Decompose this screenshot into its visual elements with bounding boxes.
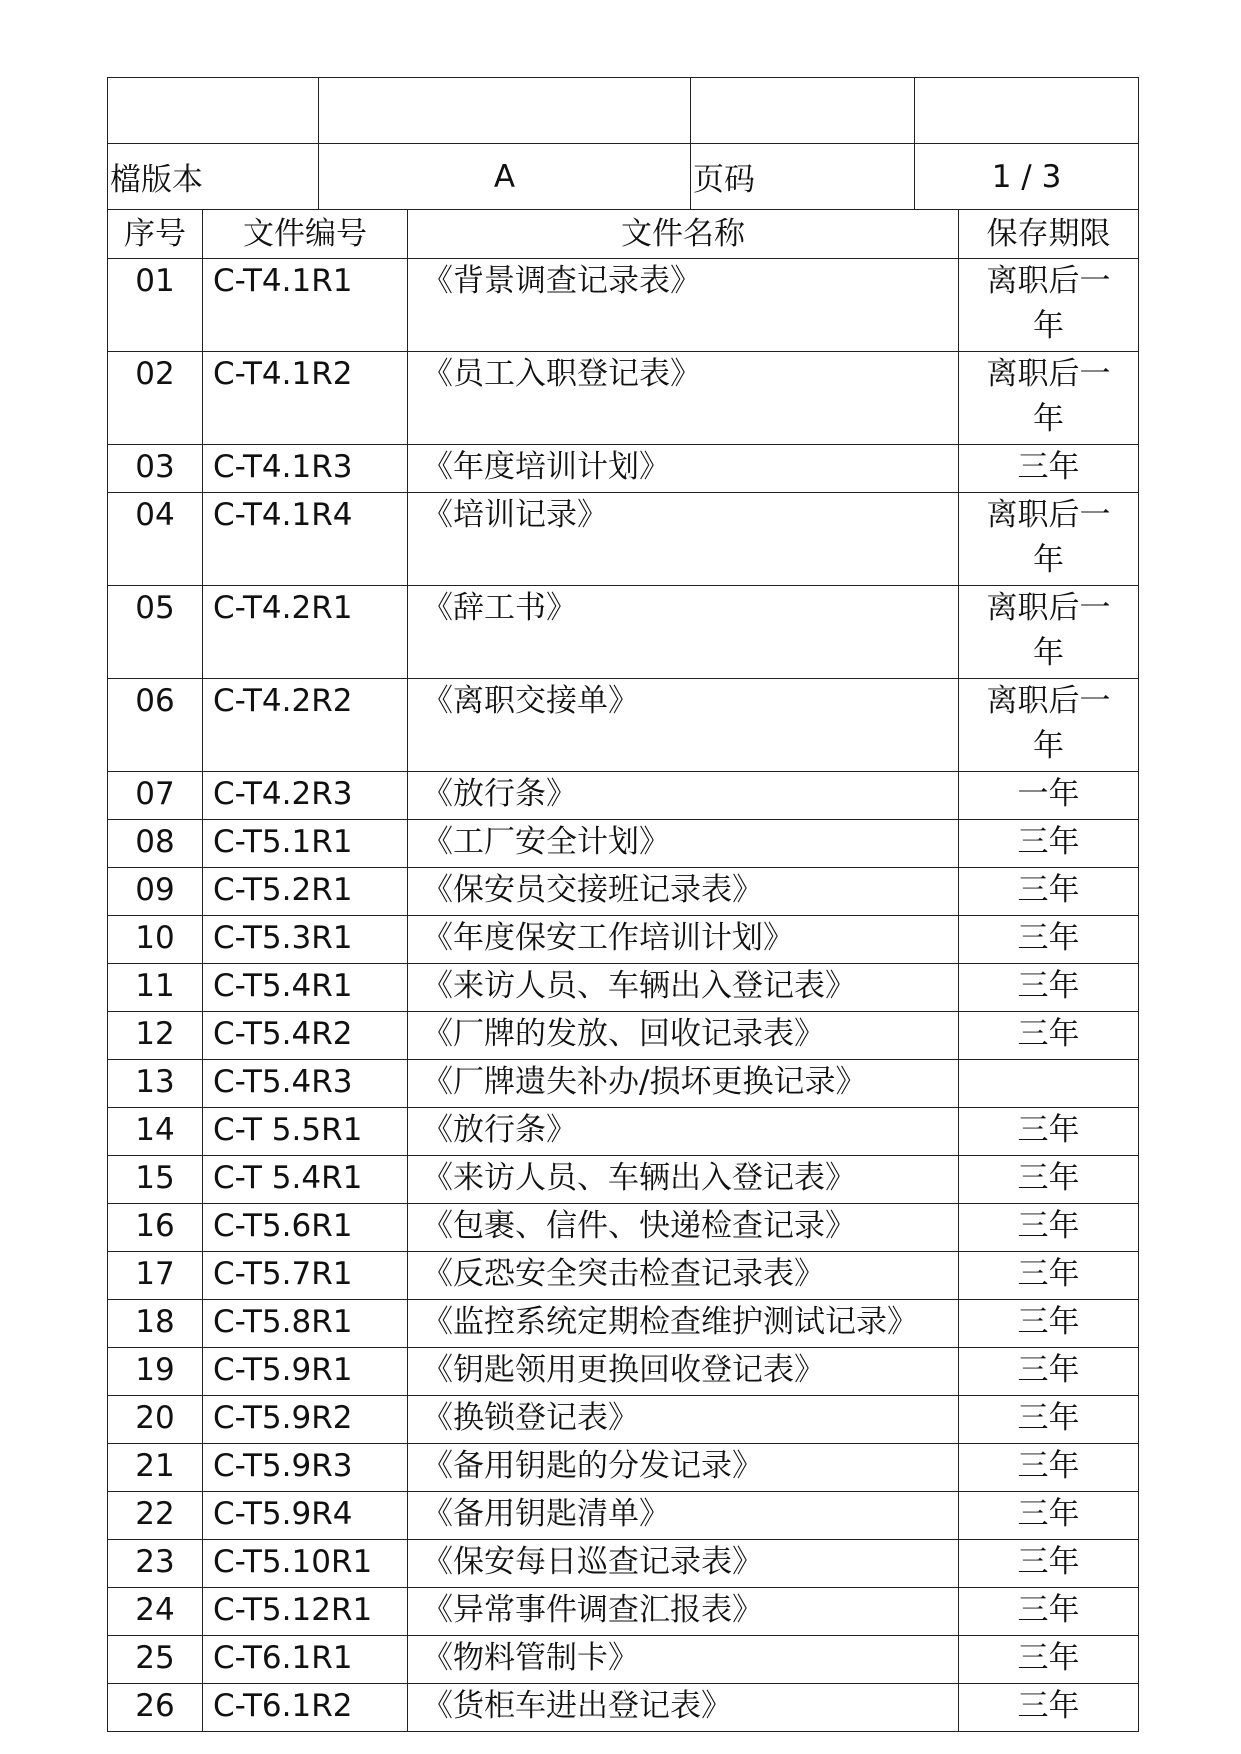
table-row — [108, 1203, 1139, 1251]
file-code: C-T4.1R3 — [203, 444, 408, 492]
file-code: C-T5.6R1 — [203, 1203, 408, 1251]
row-number: 10 — [108, 915, 203, 963]
file-name: 《离职交接单》 — [408, 678, 959, 771]
row-number: 26 — [108, 1683, 203, 1731]
file-name: 《备用钥匙的分发记录》 — [408, 1443, 959, 1491]
row-number: 20 — [108, 1395, 203, 1443]
file-name: 《换锁登记表》 — [408, 1395, 959, 1443]
file-name: 《监控系统定期检查维护测试记录》 — [408, 1299, 959, 1347]
file-code: C-T5.1R1 — [203, 819, 408, 867]
file-name: 《货柜车进出登记表》 — [408, 1683, 959, 1731]
row-number: 01 — [108, 258, 203, 351]
table-row — [108, 1395, 1139, 1443]
retention-period: 离职后一 年 — [959, 351, 1139, 444]
page-value: 1 / 3 — [915, 144, 1139, 210]
file-code: C-T5.2R1 — [203, 867, 408, 915]
table-row — [108, 444, 1139, 492]
file-code: C-T5.4R3 — [203, 1059, 408, 1107]
table-row — [108, 1347, 1139, 1395]
row-number: 06 — [108, 678, 203, 771]
table-header-row — [108, 209, 1139, 258]
table-row — [108, 1539, 1139, 1587]
column-header-code: 文件编号 — [203, 209, 408, 258]
file-name: 《放行条》 — [408, 771, 959, 819]
file-name: 《员工入职登记表》 — [408, 351, 959, 444]
file-name: 《放行条》 — [408, 1107, 959, 1155]
table-row — [108, 258, 1139, 351]
row-number: 07 — [108, 771, 203, 819]
document-page — [107, 77, 1138, 1732]
file-code: C-T5.8R1 — [203, 1299, 408, 1347]
row-number: 24 — [108, 1587, 203, 1635]
table-row — [108, 1443, 1139, 1491]
file-name: 《年度保安工作培训计划》 — [408, 915, 959, 963]
retention-period: 三年 — [959, 1347, 1139, 1395]
retention-period: 三年 — [959, 819, 1139, 867]
retention-period: 三年 — [959, 1107, 1139, 1155]
table-row — [108, 1251, 1139, 1299]
row-number: 05 — [108, 585, 203, 678]
retention-period: 三年 — [959, 1155, 1139, 1203]
row-number: 25 — [108, 1635, 203, 1683]
file-code: C-T5.9R4 — [203, 1491, 408, 1539]
row-number: 09 — [108, 867, 203, 915]
file-name: 《年度培训计划》 — [408, 444, 959, 492]
file-name: 《背景调查记录表》 — [408, 258, 959, 351]
retention-period: 离职后一 年 — [959, 492, 1139, 585]
file-name: 《厂牌的发放、回收记录表》 — [408, 1011, 959, 1059]
file-code: C-T4.2R3 — [203, 771, 408, 819]
table-row — [108, 492, 1139, 585]
file-name: 《厂牌遗失补办/损坏更换记录》 — [408, 1059, 959, 1107]
header-blank-cell — [691, 78, 915, 144]
header-blank-cell — [915, 78, 1139, 144]
table-row — [108, 1107, 1139, 1155]
file-code: C-T5.7R1 — [203, 1251, 408, 1299]
retention-period: 三年 — [959, 1299, 1139, 1347]
retention-period: 三年 — [959, 1011, 1139, 1059]
row-number: 08 — [108, 819, 203, 867]
table-row — [108, 771, 1139, 819]
file-code: C-T5.12R1 — [203, 1587, 408, 1635]
file-name: 《包裹、信件、快递检查记录》 — [408, 1203, 959, 1251]
file-code: C-T4.1R1 — [203, 258, 408, 351]
retention-period: 三年 — [959, 1491, 1139, 1539]
table-row — [108, 585, 1139, 678]
row-number: 15 — [108, 1155, 203, 1203]
file-name: 《培训记录》 — [408, 492, 959, 585]
row-number: 17 — [108, 1251, 203, 1299]
row-number: 14 — [108, 1107, 203, 1155]
version-value: A — [319, 144, 691, 210]
retention-period: 三年 — [959, 1683, 1139, 1731]
table-row — [108, 1587, 1139, 1635]
retention-period: 三年 — [959, 963, 1139, 1011]
retention-period: 三年 — [959, 1539, 1139, 1587]
file-name: 《物料管制卡》 — [408, 1635, 959, 1683]
file-code: C-T5.9R2 — [203, 1395, 408, 1443]
file-code: C-T5.9R3 — [203, 1443, 408, 1491]
header-blank-row — [108, 78, 1139, 144]
page-label: 页码 — [691, 144, 915, 210]
file-name: 《来访人员、车辆出入登记表》 — [408, 963, 959, 1011]
file-name: 《备用钥匙清单》 — [408, 1491, 959, 1539]
table-row — [108, 1011, 1139, 1059]
file-name: 《保安员交接班记录表》 — [408, 867, 959, 915]
file-code: C-T5.9R1 — [203, 1347, 408, 1395]
row-number: 18 — [108, 1299, 203, 1347]
retention-period: 三年 — [959, 915, 1139, 963]
file-code: C-T4.2R1 — [203, 585, 408, 678]
file-code: C-T4.1R4 — [203, 492, 408, 585]
version-label: 檔版本 — [108, 144, 319, 210]
table-row — [108, 963, 1139, 1011]
row-number: 21 — [108, 1443, 203, 1491]
file-code: C-T5.3R1 — [203, 915, 408, 963]
document-list-table — [107, 209, 1139, 1732]
table-row — [108, 678, 1139, 771]
retention-period: 离职后一 年 — [959, 258, 1139, 351]
table-row — [108, 1683, 1139, 1731]
table-row — [108, 1299, 1139, 1347]
file-code: C-T 5.5R1 — [203, 1107, 408, 1155]
table-row — [108, 1155, 1139, 1203]
header-blank-cell — [319, 78, 691, 144]
row-number: 12 — [108, 1011, 203, 1059]
retention-period — [959, 1059, 1139, 1107]
file-name: 《保安每日巡查记录表》 — [408, 1539, 959, 1587]
file-code: C-T4.2R2 — [203, 678, 408, 771]
retention-period: 三年 — [959, 1251, 1139, 1299]
file-name: 《工厂安全计划》 — [408, 819, 959, 867]
table-row — [108, 1491, 1139, 1539]
retention-period: 三年 — [959, 1203, 1139, 1251]
row-number: 11 — [108, 963, 203, 1011]
row-number: 03 — [108, 444, 203, 492]
file-name: 《辞工书》 — [408, 585, 959, 678]
retention-period: 三年 — [959, 867, 1139, 915]
file-code: C-T5.4R1 — [203, 963, 408, 1011]
retention-period: 三年 — [959, 1443, 1139, 1491]
column-header-retention: 保存期限 — [959, 209, 1139, 258]
file-name: 《异常事件调查汇报表》 — [408, 1587, 959, 1635]
retention-period: 三年 — [959, 444, 1139, 492]
column-header-name: 文件名称 — [408, 209, 959, 258]
table-row — [108, 819, 1139, 867]
row-number: 04 — [108, 492, 203, 585]
retention-period: 一年 — [959, 771, 1139, 819]
file-code: C-T 5.4R1 — [203, 1155, 408, 1203]
row-number: 16 — [108, 1203, 203, 1251]
retention-period: 三年 — [959, 1587, 1139, 1635]
file-code: C-T4.1R2 — [203, 351, 408, 444]
file-code: C-T6.1R2 — [203, 1683, 408, 1731]
retention-period: 三年 — [959, 1635, 1139, 1683]
retention-period: 三年 — [959, 1395, 1139, 1443]
table-row — [108, 867, 1139, 915]
file-name: 《反恐安全突击检查记录表》 — [408, 1251, 959, 1299]
header-blank-cell — [108, 78, 319, 144]
header-table — [107, 77, 1139, 210]
retention-period: 离职后一 年 — [959, 585, 1139, 678]
file-code: C-T6.1R1 — [203, 1635, 408, 1683]
row-number: 02 — [108, 351, 203, 444]
row-number: 23 — [108, 1539, 203, 1587]
row-number: 13 — [108, 1059, 203, 1107]
table-row — [108, 351, 1139, 444]
file-code: C-T5.10R1 — [203, 1539, 408, 1587]
table-row — [108, 915, 1139, 963]
row-number: 22 — [108, 1491, 203, 1539]
table-row — [108, 1635, 1139, 1683]
retention-period: 离职后一 年 — [959, 678, 1139, 771]
table-row — [108, 1059, 1139, 1107]
file-code: C-T5.4R2 — [203, 1011, 408, 1059]
header-info-row — [108, 144, 1139, 210]
row-number: 19 — [108, 1347, 203, 1395]
column-header-no: 序号 — [108, 209, 203, 258]
file-name: 《钥匙领用更换回收登记表》 — [408, 1347, 959, 1395]
file-name: 《来访人员、车辆出入登记表》 — [408, 1155, 959, 1203]
